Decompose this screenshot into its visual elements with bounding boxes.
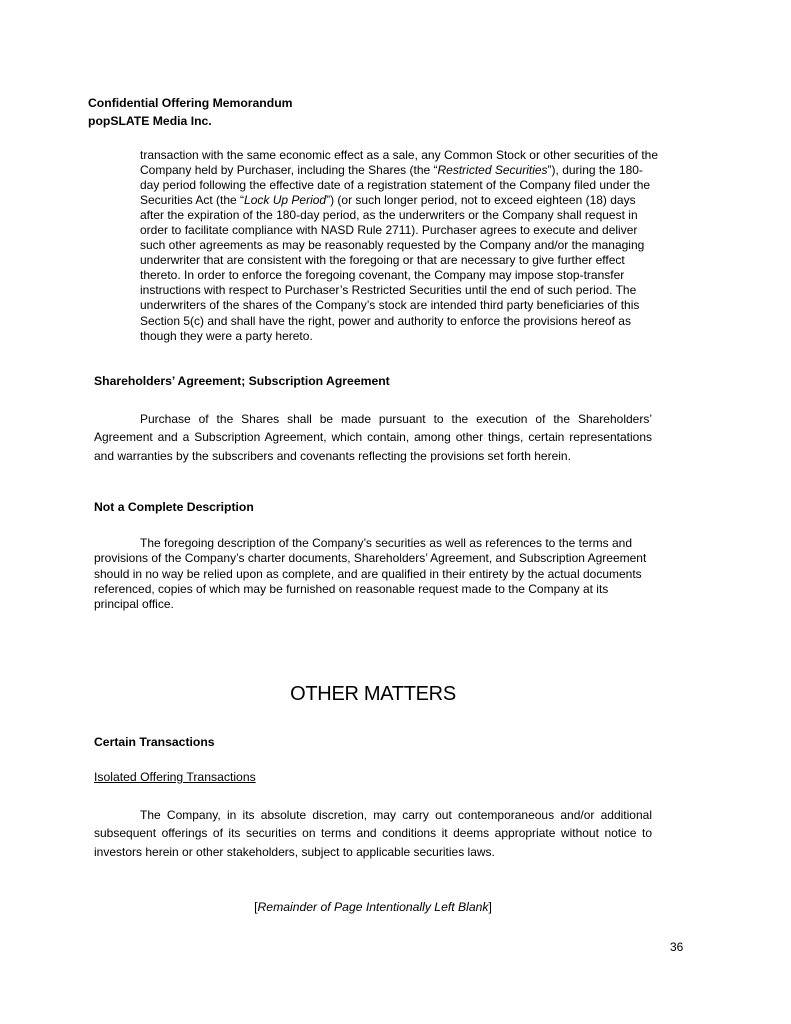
restricted-securities-term: Restricted Securities [437, 163, 548, 178]
shareholders-agreement-heading: Shareholders’ Agreement; Subscription Agreement [94, 374, 390, 388]
page-number: 36 [670, 940, 684, 954]
continued-text-2: ”), during the 180-day period following the effective date of a registration statement of the Company filed under the Securities Act (the “ [140, 163, 651, 208]
note-open-bracket: [ [254, 900, 258, 914]
not-complete-heading: Not a Complete Description [94, 500, 254, 514]
header-title: Confidential Offering Memorandum [88, 96, 293, 110]
isolated-transactions-paragraph [94, 806, 652, 861]
section-title: OTHER MATTERS [290, 683, 456, 705]
not-complete-paragraph [94, 536, 652, 612]
shareholders-agreement-paragraph [94, 410, 652, 465]
not-complete-text: The foregoing description of the Company’s securities as well as references to the terms and provisions of the Company’s charter documents, Shareholders’ Agreement, and Subscription Agreement should in no way be relied upon as complete, and are qualified in their entirety by the actual documents referenced, copies of which may be furnished on reasonable request made to the Company at its principal office. [94, 536, 647, 612]
continued-text-1: transaction with the same economic effect as a sale, any Common Stock or other securities of the Company held by Purchaser, including the Shares (the “ [140, 148, 659, 178]
header-company: popSLATE Media Inc. [88, 114, 212, 128]
continued-text-3: ”) (or such longer period, not to exceed eighteen (18) days after the expiration of the 180-day period, as the underwriters or the Company shall request in order to facilitate compliance with NASD Rule 2711). Purchaser agrees to execute and deliver such other agreements as may be reasonably requested by the Company and/or the managing underwriter that are consistent with the foregoing or that are necessary to give further effect thereto. In order to enforce the foregoing covenant, the Company may impose stop-transfer instructions with respect to Purchaser’s Restricted Securities until the end of such period. The underwriters of the shares of the Company’s stock are intended third party beneficiaries of this Section 5(c) and shall have the right, power and authority to enforce the provisions hereof as though they were a party hereto. [140, 193, 645, 343]
note-close-bracket: ] [488, 900, 492, 914]
shareholders-agreement-text: Purchase of the Shares shall be made pursuant to the execution of the Shareholders’ Agreement and a Subscription Agreement, which contain, among other things, certain representations and warranties by the subscribers and covenants reflecting the provisions set forth herein. [94, 412, 652, 463]
continued-paragraph [140, 148, 660, 344]
isolated-transactions-text: The Company, in its absolute discretion, may carry out contemporaneous and/or additional subsequent offerings of its securities on terms and conditions it deems appropriate without notice to investors herein or other stakeholders, subject to applicable securities laws. [94, 808, 652, 859]
certain-transactions-heading: Certain Transactions [94, 735, 215, 749]
remainder-note [0, 900, 746, 915]
remainder-note-text: Remainder of Page Intentionally Left Blank [257, 900, 489, 914]
document-header [88, 94, 292, 130]
isolated-transactions-subheading: Isolated Offering Transactions [94, 770, 256, 784]
lock-up-period-term: Lock Up Period [244, 193, 327, 208]
